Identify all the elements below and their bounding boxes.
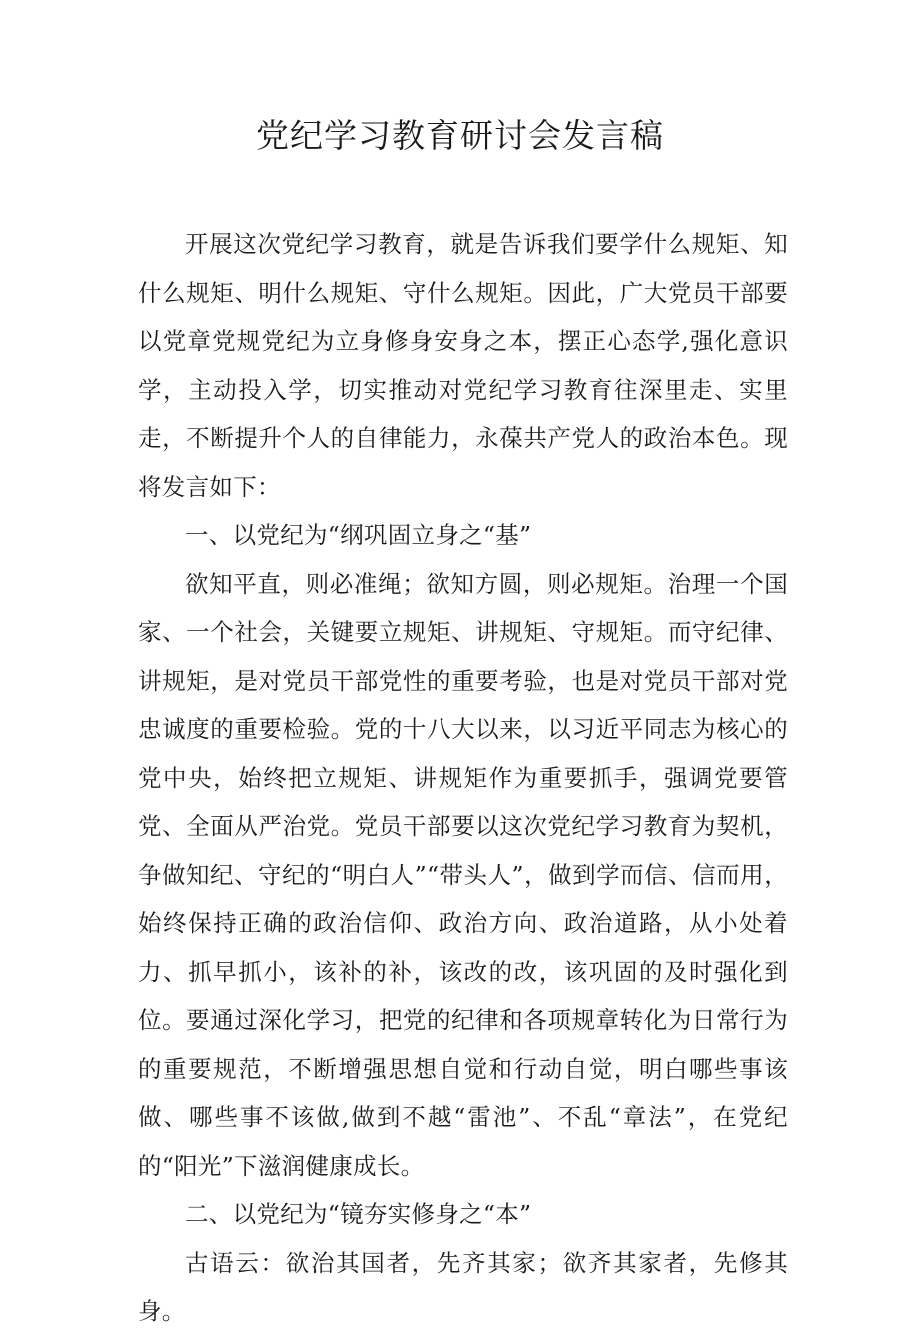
paragraph-section-1: 欲知平直，则必准绳；欲知方圆，则必规矩。治理一个国家、一个社会，关键要立规矩、讲规矩、守规矩。而守纪律、讲规矩，是对党员干部党性的重要考验，也是对党员干部对党忠诚度的重要检验。党的十八大以来，以习近平同志为核心的党中央，始终把立规矩、讲规矩作为重要抓手，强调党要管党、全面从严治党。党员干部要以这次党纪学习教育为契机，争做知纪、守纪的“明白人”“带头人”，做到学而信、信而用，始终保持正确的政治信仰、政治方向、政治道路，从小处着力、抓早抓小，该补的补，该改的改，该巩固的及时强化到位。要通过深化学习，把党的纪律和各项规章转化为日常行为的重要规范，不断增强思想自觉和行动自觉，明白哪些事该做、哪些事不该做,做到不越“雷池”、不乱“章法”，在党纪的“阳光”下滋润健康成长。 bbox=[138, 569, 788, 1180]
document-body bbox=[138, 220, 788, 1336]
paragraph-intro: 开展这次党纪学习教育，就是告诉我们要学什么规矩、知什么规矩、明什么规矩、守什么规矩。因此，广大党员干部要以党章党规党纪为立身修身安身之本，摆正心态学,强化意识学，主动投入学，切实推动对党纪学习教育往深里走、实里走，不断提升个人的自律能力，永葆共产党人的政治本色。现将发言如下： bbox=[138, 230, 788, 501]
section-heading-1: 一、以党纪为“纲巩固立身之“基” bbox=[185, 521, 532, 549]
document-title: 党纪学习教育研讨会发言稿 bbox=[256, 116, 664, 155]
paragraph-section-2: 古语云：欲治其国者，先齐其家；欲齐其家者，先修其身。 bbox=[138, 1248, 788, 1325]
section-heading-2: 二、以党纪为“镜夯实修身之“本” bbox=[185, 1200, 532, 1228]
